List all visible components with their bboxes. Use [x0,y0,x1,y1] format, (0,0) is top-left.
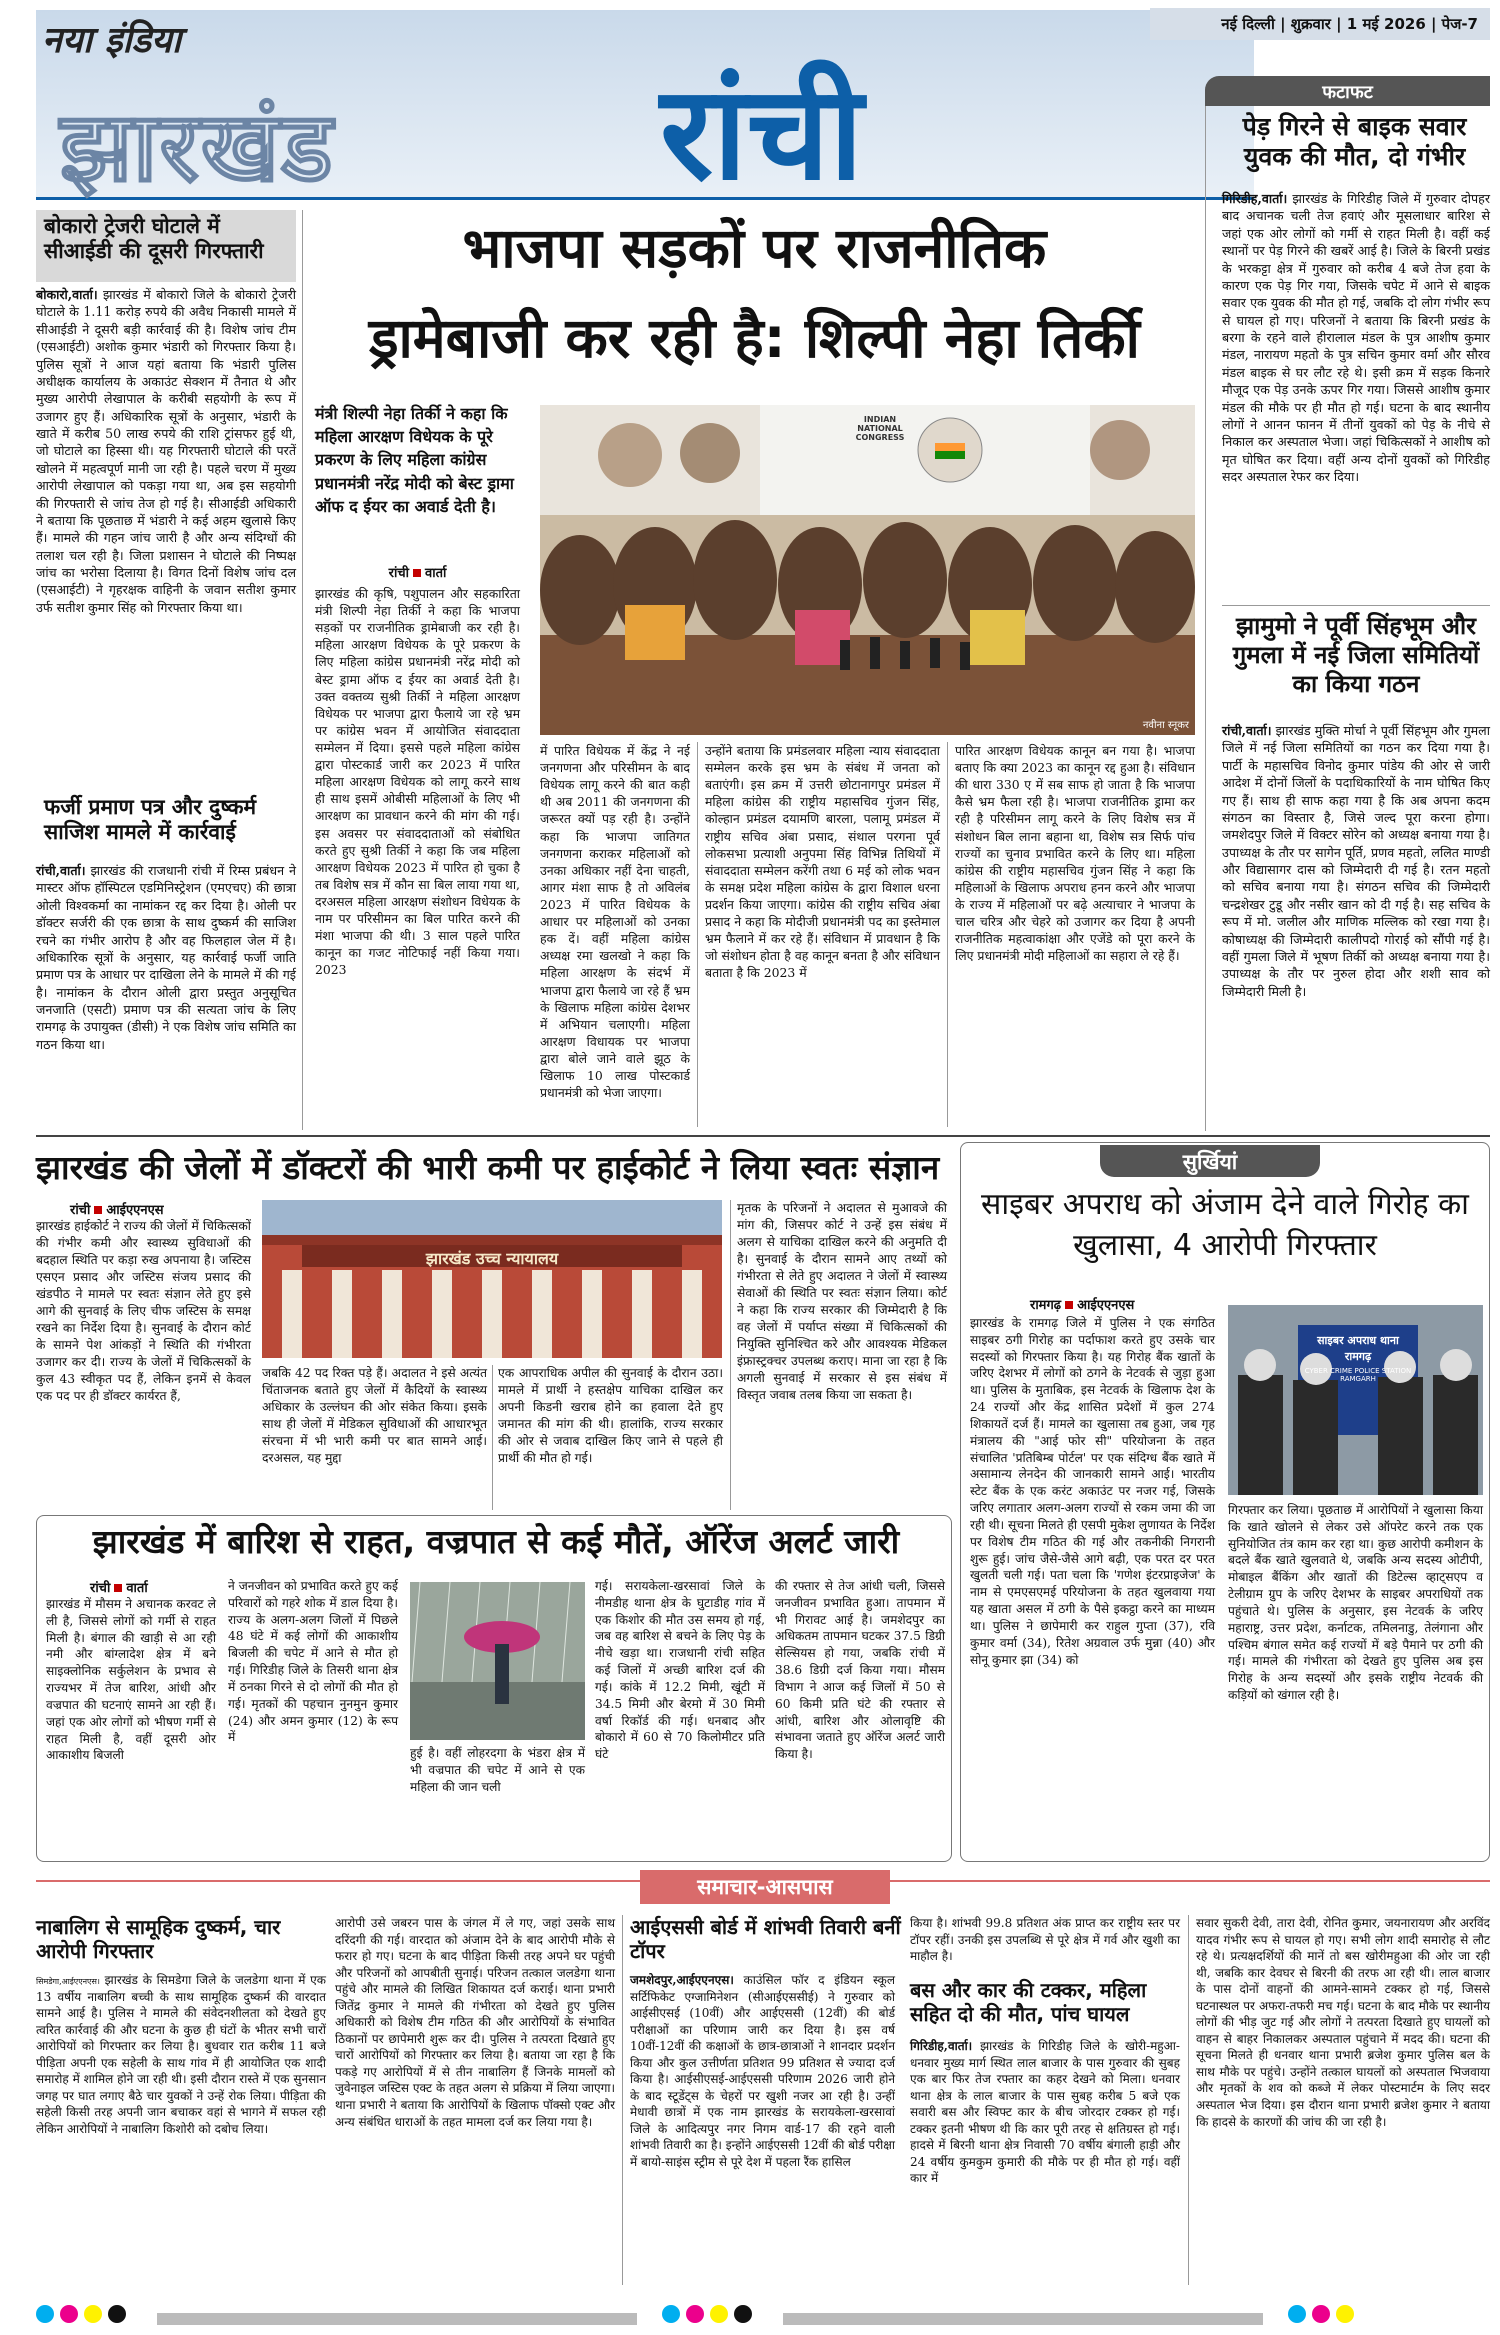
cyber-byline-city: रामगढ़ [1030,1298,1062,1313]
high-court-photo [262,1200,722,1358]
photo-credit: नवीना स्नूकर [1142,720,1189,731]
cyber-arrest-photo [1228,1305,1483,1495]
cyber-col-1: झारखंड के रामगढ़ जिले में पुलिस ने एक संगठित साइबर ठगी गिरोह का पर्दाफाश करते हुए उसके चार सदस्यों को गिरफ्तार किया है। यह गिरोह बैंक खातों के जरिए देशभर में लोगों को ठगने के नेटवर्क से जुड़ा हुआ था। पुलिस के मुताबिक, इस नेटवर्क के खिलाफ देश के 24 राज्यों और केंद्र शासित प्रदेशों में कुल 274 शिकायतें दर्ज हैं। मामले का खुलासा तब हुआ, जब गृह मंत्रालय की "आई फोर सी" परियोजना के तहत संचालित 'प्रतिबिम्ब पोर्टल' पर एक संदिग्ध बैंक खाते में असामान्य लेनदेन की जानकारी सामने आई। भारतीय स्टेट बैंक के एक करंट अकाउंट पर नजर गई, जिसके जरिए लगातार अलग-अलग राज्यों से रकम जमा की जा रही थी। सूचना मिलते ही एसपी मुकेश लुणायत के निर्देश पर विशेष टीम गठित की गई और तकनीकी निगरानी शुरू हुई। जांच जैसे-जैसे आगे बढ़ी, एक परत दर परत खुलती चली गई। पता चला कि 'गणेश इंटरप्राइजेज' के नाम से एमएसएमई परियोजना के तहत खुलवाया गया यह खाता असल में ठगी के पैसे इकट्ठा करने का माध्यम था। पुलिस ने छापेमारी कर राहुल गुप्ता (37), रवि कुमार वर्मा (34), रितेश अग्रवाल उर्फ मुन्ना (40) और सोनू कुमार झा (34) को [970,1316,1215,1667]
minor-col-1 [36,1972,326,2137]
divider [36,1135,1490,1137]
lead-byline-agency: वार्ता [424,566,447,581]
print-registration-bar [36,2305,1490,2327]
column-rule [697,742,698,1127]
hc-col-4: मृतक के परिजनों ने अदालत से मुआवजे की मांग की, जिसपर कोर्ट ने उन्हें इस संबंध में अलग से याचिका दाखिल करने की अनुमति दी है। सुनवाई के दौरान सामने आए तथ्यों को गंभीरता से लेते हुए अदालत ने जेलों में स्वास्थ्य सेवाओं की स्थिति पर स्वतः संज्ञान लिया। कोर्ट ने कहा कि राज्य सरकार की जिम्मेदारी है कि वह जेलों में पर्याप्त संख्या में चिकित्सकों की नियुक्ति सुनिश्चित करे और आवश्यक मेडिकल इंफ्रास्ट्रक्चर उपलब्ध कराए। माना जा रहा है कि अगली सुनवाई में सरकार से इस संबंध में विस्तृत जवाब तलब किया जा सकता है। [737,1201,947,1402]
column-rule [947,742,948,1127]
banner-text: INDIAN NATIONAL CONGRESS [855,415,905,442]
lead-byline [315,563,520,581]
fake-body [36,862,296,1053]
rain-col-5: की रफ्तार से तेज आंधी चली, जिससे जनजीवन प्रभावित हुआ। तापमान में भी गिरावट आई है। जमशेदपुर का अधिकतम तापमान घटकर 37.5 डिग्री सेल्सियस हो गया, जबकि रांची में 38.6 डिग्री दर्ज किया गया। मौसम विभाग ने आज कई जिलों में 50 से 60 किमी प्रति घंटे की रफ्तार से आंधी, बारिश और ओलावृष्टि की संभावना जताते हुए ऑरेंज अलर्ट जारी किया है। [775,1579,945,1762]
lead-col-3: उन्होंने बताया कि प्रमंडलवार महिला न्याय संवाददाता सम्मेलन करके इस भ्रम के संबंध में जनता को बताएंगी। इस क्रम में उत्तरी छोटानागपुर प्रमंडल में महिला कांग्रेस की राष्ट्रीय महासचिव गुंजन सिंह, कोल्हान प्रमंडल दयामणि बारला, पलामू प्रमंडल में राष्ट्रीय सचिव अंबा प्रसाद, संथाल परगना पूर्व लोकसभा प्रत्याशी अनुपमा सिंह विभिन्न तिथियों में संवाददाता सम्मेलन करेंगी तथा 6 मई को लोक भवन के समक्ष प्रदेश महिला कांग्रेस के द्वारा विशाल धरना प्रदर्शन किया जाएगा। कांग्रेस की राष्ट्रीय सचिव अंबा प्रसाद ने कहा कि मोदीजी प्रधानमंत्री पद का इस्तेमाल भ्रम फैलाने में कर रहे हैं। संविधान में प्रावधान है कि जो संशोधन होता है वह कानून बनता है और संविधान बताता है कि 2023 में [705,743,940,981]
accident-col-2: सवार सुकरी देवी, तारा देवी, रोनित कुमार, जयनारायण और अरविंद यादव गंभीर रूप से घायल हो गए। सभी लोग शादी समारोह से लौट रहे थे। प्रत्यक्षदर्शियों की मानें तो बस खोरीमहुआ की ओर जा रही थी, जबकि कार देवघर से बिरनी की तरफ आ रही थी। लाल बाजार के पास दोनों वाहनों की आमने-सामने टक्कर हो गई, जिससे घटनास्थल पर अफरा-तफरी मच गई। घटना के बाद मौके पर स्थानीय लोगों की भीड़ जुट गई और लोगों ने तत्परता दिखाते हुए घायलों को वाहन से बाहर निकालकर अस्पताल पहुंचाने में मदद की। घटना की सूचना मिलते ही धनवार थाना प्रभारी ब्रजेश कुमार पुलिस बल के साथ मौके पर पहुंचे। उन्होंने तत्काल घायलों को अस्पताल भिजवाया और मृतकों के शव को कब्जे में लेकर पोस्टमार्टम के लिए सदर अस्पताल भेज दिया। इस दौरान थाना प्रभारी ब्रजेश कुमार ने बताया कि हादसे के कारणों की जांच की जा रही है। [1196,1916,1490,2129]
lead-headline-2: ड्रामेबाजी कर रही है: शिल्पी नेहा तिर्की [369,306,1140,370]
rain-col-4: गई। सरायकेला-खरसावां जिले के नीमडीह थाना क्षेत्र के घुटाडीह गांव में एक किशोर की मौत उस समय हो गई, जब वह बारिश से बचने के लिए पेड़ के नीचे खड़ा था। राजधानी रांची सहित कई जिलों में अच्छी बारिश दर्ज की गई। कांके में 12.2 मिमी, खूंटी में 34.5 मिमी और बेरमो में 30 मिमी वर्षा रिकॉर्ड की गई। धनबाद और बोकारो में 60 से 70 किलोमीटर प्रति घंटे [595,1579,765,1762]
cyber-headline: साइबर अपराध को अंजाम देने वाले गिरोह का खुलासा, 4 आरोपी गिरफ्तार [981,1187,1469,1263]
accident-dateline: गिरिडीह,वार्ता। [910,2039,973,2053]
jmm-headline: झामुमो ने पूर्वी सिंहभूम और गुमला में नई जिला समितियों का किया गठन [1232,612,1480,698]
yellow-dot [84,2305,102,2323]
fatafat-text: झारखंड के गिरिडीह जिले में गुरुवार दोपहर बाद अचानक चली तेज हवाएं और मूसलाधार बारिश से जहां एक ओर लोगों को गर्मी से राहत मिली है। वहीं कई स्थानों पर पेड़ गिरने की खबरें आई है। जिले के बिरनी प्रखंड के भरकट्टा क्षेत्र में गुरुवार को करीब 4 बजे तेज हवा के कारण एक पेड़ गिर गया, जिसके चपेट में आने से बाइक सवार एक युवक की मौत हो गई, जबकि दो लोग गंभीर रूप से घायल हो गए। परिजनों ने बताया कि बिरनी प्रखंड के बरगा के रहने वाले हीरालाल मंडल के पुत्र आशीष कुमार मंडल, नारायण महतो के पुत्र सचिन कुमार वर्मा और सौरव मंडल बाइक से घर लौट रहे थे। इसी क्रम में सड़क किनारे मौजूद एक पेड़ उनके ऊपर गिर गया। जिससे आशीष कुमार मंडल की मौके पर ही मौत हो गई। घटना के बाद स्थानीय लोगों ने आनन फानन में तीनों युवकों को पेड़ के नीचे से निकाल कर अस्पताल भेजा। जहां चिकित्सकों ने आशीष को मृत घोषित कर दिया। वहीं अन्य दोनों युवकों को गिरिडीह सदर अस्पताल रेफर कर दिया। [1222,191,1490,484]
jmm-dateline: रांची,वार्ता। [1222,723,1272,738]
city-title: रांची [660,57,864,209]
rain-byline-city: रांची [90,1581,111,1596]
cyber-byline [1030,1295,1134,1313]
high-court-sign: झारखंड उच्च न्यायालय [425,1249,559,1268]
date-line: नई दिल्ली | शुक्रवार | 1 मई 2026 | पेज-7 [1150,8,1490,40]
icse-headline: आईएससी बोर्ड में शांभवी तिवारी बनीं टॉपर [630,1915,901,1963]
rain-col-1: झारखंड में मौसम ने अचानक करवट ले ली है, जिससे लोगों को गर्मी से राहत मिली है। बंगाल की खाड़ी से आ रही नमी और बांग्लादेश क्षेत्र में बने साइक्लोनिक सर्कुलेशन के प्रभाव से राज्यभर में तेज बारिश, आंधी और वज्रपात की घटनाएं सामने आ रही हैं। जहां एक ओर लोगों को भीषण गर्मी से राहत मिली है, वहीं दूसरी ओर आकाशीय बिजली [46,1597,216,1763]
lead-headline-1: भाजपा सड़कों पर राजनीतिक [462,216,1047,280]
hc-byline-agency: आईएएनएस [106,1203,164,1218]
lead-byline-city: रांची [388,566,409,581]
black-dot [108,2305,126,2323]
rain-col-2: ने जनजीवन को प्रभावित करते हुए कई परिवारों को गहरे शोक में डाल दिया है। राज्य के अलग-अलग जिलों में पिछले 48 घंटे में कई लोगों की आकाशीय बिजली की चपेट में आने से मौत हो गई। गिरिडीह जिले के तिसरी थाना क्षेत्र में ठनका गिरने से दो लोगों की मौत हो गई। मृतकों की पहचान नुनमुन कुमार (24) और अमन कुमार (12) के रूप में [228,1579,398,1745]
rain-byline [90,1578,148,1596]
bokaro-text: झारखंड में बोकारो जिले के बोकारो ट्रेजरी घोटाले के 1.11 करोड़ रुपये की अवैध निकासी मामले में सीआईडी ने दूसरी बड़ी कार्रवाई की है। विशेष जांच टीम (एसआईटी) अशोक कुमार भंडारी को गिरफ्तार किया है। पुलिस सूत्रों ने आज यहां बताया कि भंडारी पुलिस अधीक्षक कार्यालय के अकाउंट सेक्शन में तैनात थे और मुख्य आरोपी लेखापाल के करीबी सहयोगी के रूप में उजागर हुए हैं। अधिकारिक सूत्रों के अनुसार, भंडारी के खाते में करीब 50 लाख रुपये की राशि ट्रांसफर हुई थी, जो घोटाले का हिस्सा थी। यह गिरफ्तारी घोटाले की परतें खोलने में महत्वपूर्ण मानी जा रही है। पहले चरण में मुख्य आरोपी लेखापाल को पकड़ा गया था, अब इस सहयोगी की गिरफ्तारी से जांच तेज हो गई है। सीआईडी अधिकारी ने बताया कि पूछताछ में भंडारी ने कई अहम खुलासे किए हैं। मामले की गहन जांच जारी है और अन्य संदिग्धों की तलाश चल रही है। जिला प्रशासन ने घोटाले की निष्पक्ष जांच का भरोसा दिलाया है। विगत दिनों विशेष जांच दल (एसआईटी) ने गृहरक्षक वाहिनी के जवान सतीश कुमार उर्फ सतीश कुमार सिंह को गिरफ्तार किया था। [36,287,296,615]
magenta-dot [60,2305,78,2323]
column-rule [730,1200,731,1510]
cyan-dot [1288,2305,1306,2323]
icse-dateline: जमशेदपुर,आईएएनएस। [630,1973,734,1987]
yellow-dot [710,2305,728,2323]
fatafat-headline: पेड़ गिरने से बाइक सवार युवक की मौत, दो गंभीर [1242,112,1467,171]
jmm-body [1222,722,1490,1000]
column-rule [1188,1915,1189,2285]
press-conference-photo [540,405,1195,735]
icse-col-2: किया है। शांभवी 99.8 प्रतिशत अंक प्राप्त कर राष्ट्रीय स्तर पर टॉपर रहीं। उनकी इस उपलब्धि से पूरे क्षेत्र में गर्व और खुशी का माहौल है। [910,1916,1180,1964]
brand-logo: नया इंडिया [42,19,182,61]
rain-col-3: हुई है। वहीं लोहरदगा के भंडरा क्षेत्र में भी वज्रपात की चपेट में आने से एक महिला की जान चली [410,1746,585,1794]
black-dot [734,2305,752,2323]
bokaro-body [36,286,296,616]
byline-marker [1065,1301,1073,1309]
column-rule [1205,106,1206,1131]
icse-text-1: काउंसिल फॉर द इंडियन स्कूल सर्टिफिकेट एग्जामिनेशन (सीआईएससीई) ने गुरुवार को आईसीएसई (10वीं) और आईएससी (12वीं) की बोर्ड परीक्षाओं का परिणाम जारी कर दिया है। इस वर्ष 10वीं-12वीं की कक्षाओं के छात्र-छात्राओं ने शानदार प्रदर्शन किया और कुल उत्तीर्णता प्रतिशत 99 प्रतिशत से ज्यादा दर्ज किया है। आईसीएसई-आईएससी परिणाम 2026 जारी होने के बाद स्टूडेंट्स के चेहरों पर खुशी नजर आ रही है। उन्हीं मेधावी छात्रों में एक नाम झारखंड के सरायकेला-खरसावां जिले के आदित्यपुर नगर निगम वार्ड-17 की रहने वाली शांभवी तिवारी का है। इन्होंने आईएससी 12वीं की बोर्ड परीक्षा में बायो-साइंस स्ट्रीम से पूरे देश में पहला रैंक हासिल [630,1973,895,2170]
accident-text-1: झारखंड के गिरिडीह जिले के खोरी-महुआ-धनवार मुख्य मार्ग स्थित लाल बाजार के पास गुरुवार की सुबह एक बार फिर तेज रफ्तार का कहर देखने को मिला। धनवार थाना क्षेत्र के लाल बाजार के पास सुबह करीब 5 बजे एक सवारी बस और स्विफ्ट कार के बीच जोरदार टक्कर हो गई। टक्कर इतनी भीषण थी कि कार पूरी तरह से क्षतिग्रस्त हो गई। हादसे में बिरनी थाना क्षेत्र निवासी 70 वर्षीय बंगाली हाड़ी और 24 वर्षीय कुमकुम कुमारी की मौके पर ही मौत हो गई। वहीं कार में [910,2039,1180,2186]
lead-deck: मंत्री शिल्पी नेहा तिर्की ने कहा कि महिला आरक्षण विधेयक के पूरे प्रकरण के लिए महिला कांग्रेस प्रधानमंत्री नरेंद्र मोदी को बेस्ट ड्रामा ऑफ द ईयर का अवार्ड देती है। [315,404,514,516]
byline-marker [413,569,421,577]
hc-col-2: जबकि 42 पद रिक्त पड़े हैं। अदालत ने इसे अत्यंत चिंताजनक बताते हुए जेलों में कैदियों के स्वास्थ्य अधिकार के उल्लंघन की ओर संकेत किया। इसके साथ ही जेलों में मेडिकल सुविधाओं की आधारभूत संरचना में भी भारी कमी पर बात सामने आई। दरअसल, यह मुद्दा [262,1366,487,1465]
lead-col-4: पारित आरक्षण विधेयक कानून बन गया है। भाजपा बताए कि क्या 2023 का कानून रद्द हुआ है। संविधान की धारा 330 ए में सब साफ हो जाता है कि भाजपा कैसे भ्रम फैला रही है। भाजपा राजनीतिक ड्रामा कर रही है परिसीमन लागू करने के लिए विशेष सत्र में संशोधन बिल लाना बहाना था, विशेष सत्र सिर्फ पांच राज्यों का चुनाव प्रभावित करने के लिए था। महिला कांग्रेस की राष्ट्रीय महासचिव गुंजन सिंह ने कहा कि महिलाओं के खिलाफ अपराध हनन करने और भाजपा के राज्य में महिलाओं पर बढ़े अत्याचार ने भाजपा के चाल चरित्र और चेहरे को उजागर कर दिया है अपनी राजनीतिक महत्वाकांक्षा और एजेंडे को पूरा करने के लिए प्रधानमंत्री मोदी महिलाओं का सहारा ले रहे हैं। [955,743,1195,964]
byline-marker [94,1206,102,1214]
yellow-dot [1336,2305,1354,2323]
magenta-dot [686,2305,704,2323]
fatafat-body [1222,190,1490,485]
accident-headline: बस और कार की टक्कर, महिला सहित दो की मौत, पांच घायल [910,1978,1147,2026]
cyber-sign-1: साइबर अपराध थाना [1317,1334,1399,1347]
cyan-dot [662,2305,680,2323]
cyber-sign-3: CYBER CRIME POLICE STATION RAMGARH [1304,1367,1412,1383]
icse-col-1 [630,1972,895,2171]
divider [1222,605,1490,606]
gray-bar [157,2313,637,2325]
byline-marker [114,1584,122,1592]
column-rule [622,1915,623,2285]
cyber-sign-2: रामगढ़ [1344,1350,1372,1363]
rain-byline-agency: वार्ता [126,1581,148,1596]
hc-byline-city: रांची [70,1203,91,1218]
bokaro-dateline: बोकारो,वार्ता। [36,287,98,302]
cyber-col-2: गिरफ्तार कर लिया। पूछताछ में आरोपियों ने खुलासा किया कि खाते खोलने से लेकर उसे ऑपरेट करने तक एक सुनियोजित तंत्र काम कर रहा था। कुछ आरोपी कमीशन के बदले बैंक खाते खुलवाते थे, जबकि अन्य सदस्य ओटीपी, मोबाइल बैंकिंग और खातों की डिटेल्स व्हाट्सएप व टेलीग्राम ग्रुप के जरिए देशभर के साइबर अपराधियों तक पहुंचाते थे। पुलिस के अनुसार, इस नेटवर्क के जरिए महाराष्ट्र, उत्तर प्रदेश, कर्नाटक, तमिलनाडु, तेलंगाना और पश्चिम बंगाल समेत कई राज्यों में बड़े पैमाने पर ठगी की गई। मामले की गंभीरता को देखते हुए पुलिस अब इस गिरोह के अन्य सदस्यों और इसके राष्ट्रीय नेटवर्क की कड़ियों को खंगाल रही है। [1228,1503,1483,1703]
column-rule [302,210,303,1130]
fake-dateline: रांची,वार्ता। [36,863,86,878]
magenta-dot [1312,2305,1330,2323]
hc-byline [70,1200,164,1218]
minor-text-1: झारखंड के सिमडेगा जिले के जलडेगा थाना में एक 13 वर्षीय नाबालिग बच्ची के साथ सामूहिक दुष्कर्म की वारदात सामने आई है। पुलिस ने मामले की संवेदनशीलता को देखते हुए त्वरित कार्रवाई की और घटना के कुछ ही घंटों के भीतर सभी चारों आरोपियों को गिरफ्तार कर लिया है। बुधवार रात करीब 11 बजे पीड़िता अपनी एक सहेली के साथ गांव में ही आयोजित एक शादी समारोह में शामिल होने जा रही थी। इसी दौरान रास्ते में एक सुनसान जगह पर घात लगाए बैठे चार युवकों ने उन्हें रोक लिया। पीड़िता की सहेली किसी तरह अपनी जान बचाकर वहां से भागने में सफल रही लेकिन आरोपियों ने नाबालिग किशोरी को दबोच लिया। [36,1973,326,2136]
state-title: झारखंड [60,91,335,203]
accident-col-1 [910,2038,1180,2187]
fake-headline: फर्जी प्रमाण पत्र और दुष्कर्म साजिश मामले में कार्रवाई [44,795,257,845]
fatafat-dateline: गिरिडीह,वार्ता। [1222,191,1288,206]
surkhiyan-tab: सुर्खियां [1100,1145,1320,1177]
hc-headline: झारखंड की जेलों में डॉक्टरों की भारी कमी पर हाईकोर्ट ने लिया स्वतः संज्ञान [36,1148,940,1187]
gray-bar [783,2313,1263,2325]
minor-dateline: सिमडेगा,आईएएनएस। [36,1977,100,1986]
lead-col-1: झारखंड की कृषि, पशुपालन और सहकारिता मंत्री शिल्पी नेहा तिर्की ने कहा कि भाजपा सड़कों पर राजनीतिक ड्रामेबाजी कर रही है। महिला आरक्षण विधेयक के पूरे प्रकरण के लिए महिला कांग्रेस प्रधानमंत्री नरेंद्र मोदी को बेस्ट ड्रामा ऑफ द ईयर का अवार्ड देती है। उक्त वक्तव्य सुश्री तिर्की ने महिला आरक्षण विधेयक पर भाजपा द्वारा फैलाये जा रहे भ्रम पर कांग्रेस भवन में आयोजित संवाददाता सम्मेलन में दिया। इससे पहले महिला कांग्रेस द्वारा पोस्टकार्ड जारी कर 2023 में पारित महिला आरक्षण विधेयक को लागू करने साथ ही साथ इसमें ओबीसी महिलाओं के लिए भी आरक्षण का प्रावधान करने की मांग की गई। इस अवसर पर संवाददाताओं को संबोधित करते हुए सुश्री तिर्की ने कहा कि जब महिला आरक्षण विधेयक 2023 में पारित हो चुका है तब विशेष सत्र में कौन सा बिल लाया गया था, दरअसल महिला आरक्षण संशोधन विधेयक के नाम पर परिसीमन का बिल पारित करने की मंशा भाजपा की थी। 3 साल पहले पारित कानून का गजट नोटिफाई नहीं किया गया। 2023 [315,586,520,978]
column-rule [492,1365,493,1510]
hc-col-3: एक आपराधिक अपील की सुनवाई के दौरान उठा। मामले में प्रार्थी ने हस्तक्षेप याचिका दाखिल कर अपनी किडनी खराब होने का हवाला देते हुए जमानत की मांग की थी। हालांकि, राज्य सरकार की ओर से जवाब दाखिल किए जाने से पहले ही प्रार्थी की मौत हो गई। [498,1366,723,1465]
fatafat-tab: फटाफट [1205,76,1490,106]
rain-photo [410,1582,585,1740]
fake-text: झारखंड की राजधानी रांची में रिम्स प्रबंधन ने मास्टर ऑफ हॉस्पिटल एडमिनिस्ट्रेशन (एमएचए) की छात्रा ओली विश्वकर्मा का नामांकन रद्द कर दिया है। ओली पर डॉक्टर सर्जरी की एक छात्रा के साथ दुष्कर्म की साजिश रचने का गंभीर आरोप है और वह फिलहाल जेल में है। अधिकारिक सूत्रों के अनुसार, यह कार्रवाई फर्जी जाति प्रमाण पत्र के आधार पर दाखिला लेने के मामले में की गई है। नामांकन के दौरान ओली द्वारा प्रस्तुत अनुसूचित जनजाति (एसटी) प्रमाण पत्र की सत्यता जांच के लिए रामगढ़ के उपायुक्त (डीसी) ने एक विशेष जांच समिति का गठन किया था। [36,863,296,1052]
hc-col-1: झारखंड हाईकोर्ट ने राज्य की जेलों में चिकित्सकों की गंभीर कमी और स्वास्थ्य सुविधाओं की बदहाल स्थिति पर कड़ा रुख अपनाया है। जस्टिस एसएन प्रसाद और जस्टिस संजय प्रसाद की खंडपीठ ने मामले पर स्वतः संज्ञान लेते हुए इसे आगे की सुनवाई के लिए चीफ जस्टिस के समक्ष रखने का निर्देश दिया है। सुनवाई के दौरान कोर्ट के सामने पेश आंकड़ों ने स्थिति की गंभीरता उजागर कर दी। राज्य के जेलों में चिकित्सकों के कुल 43 स्वीकृत पद हैं, लेकिन इनमें से केवल एक पद पर ही डॉक्टर कार्यरत हैं, [36,1219,251,1403]
minor-col-2: आरोपी उसे जबरन पास के जंगल में ले गए, जहां उसके साथ दरिंदगी की गई। वारदात को अंजाम देने के बाद आरोपी मौके से फरार हो गए। घटना के बाद पीड़िता किसी तरह अपने घर पहुंची और परिजनों को आपबीती सुनाई। परिजन तत्काल जलडेगा थाना पहुंचे और मामले की लिखित शिकायत दर्ज कराई। थाना प्रभारी जितेंद्र कुमार ने मामले की गंभीरता को देखते हुए पुलिस अधिकारी को विशेष टीम गठित की और आरोपियों के संभावित ठिकानों पर छापेमारी शुरू कर दी। पुलिस ने तत्परता दिखाते हुए चारों आरोपियों को गिरफ्तार कर लिया है। बताया जा रहा है कि पकड़े गए आरोपियों में से तीन नाबालिग हैं जिनके मामलों को जुवेनाइल जस्टिस एक्ट के तहत अलग से प्रक्रिया में लिया जाएगा। थाना प्रभारी ने बताया कि आरोपियों के खिलाफ पॉक्सो एक्ट और अन्य संबंधित धाराओं के तहत मामला दर्ज कर लिया गया है। [335,1916,615,2129]
minor-headline: नाबालिग से सामूहिक दुष्कर्म, चार आरोपी गिरफ्तार [36,1915,281,1963]
rain-headline: झारखंड में बारिश से राहत, वज्रपात से कई मौतें, ऑरेंज अलर्ट जारी [92,1522,900,1561]
jmm-text: झारखंड मुक्ति मोर्चा ने पूर्वी सिंहभूम और गुमला जिले में नई जिला समितियों का गठन कर दिया गया है। पार्टी के महासचिव विनोद कुमार पांडेय की ओर से जारी आदेश में दोनों जिलों के पदाधिकारियों के नाम घोषित किए गए हैं। साथ ही साफ कहा गया है कि अब अपना कदम संगठन का विस्तार है, जिसे जल्द पूरा करना होगा। जमशेदपुर जिले में विक्टर सोरेन को अध्यक्ष बनाया गया है। उपाध्यक्ष के तौर पर सागेन पूर्ति, प्रणव महतो, ललित माण्डी और विद्यासागर दास को जिम्मेदारी दी गई है। रतन महतो को सचिव बनाया गया है। संगठन सचिव की जिम्मेदारी चन्द्रशेखर टुडू और नसीर खान को दी गई है। सह सचिव के रूप में मो. जलील और माणिक मल्लिक को रखा गया है। कोषाध्यक्ष की जिम्मेदारी कालीपदो गोराई को सौंपी गई है। वहीं गुमला जिले में भूषण तिर्की को अध्यक्ष बनाया गया है। उपाध्यक्ष के तौर पर नुरुल होदा और शशी साव को जिम्मेदारी मिली है। [1222,723,1490,999]
aaspas-tab: समाचार-आसपास [640,1870,890,1904]
lead-col-2: में पारित विधेयक में केंद्र ने नई जनगणना और परिसीमन के बाद विधेयक लागू करने की बात कही थी अब 2011 की जनगणना की जरूरत क्यों पड़ रही है। उन्होंने कहा कि भाजपा जातिगत जनगणना कराकर महिलाओं को उनका अधिकार नहीं देना चाहती, आगर मंशा साफ है तो अविलंब 2023 में पारित विधेयक के आधार पर महिलाओं को उनका हक दें। वहीं महिला कांग्रेस अध्यक्ष रमा खलखो ने कहा कि महिला आरक्षण के संदर्भ में भाजपा द्वारा फैलाये जा रहे हैं भ्रम के खिलाफ महिला कांग्रेस देशभर में अभियान चलाएगी। महिला आरक्षण विधायक पर भाजपा द्वारा बोले जाने वाले झूठ के खिलाफ 10 लाख पोस्टकार्ड प्रधानमंत्री को भेजा जाएगा। [540,743,690,1101]
cyber-byline-agency: आईएएनएस [1077,1298,1135,1313]
cyan-dot [36,2305,54,2323]
bokaro-headline: बोकारो ट्रेजरी घोटाले में सीआईडी की दूसरी गिरफ्तारी [44,214,264,264]
